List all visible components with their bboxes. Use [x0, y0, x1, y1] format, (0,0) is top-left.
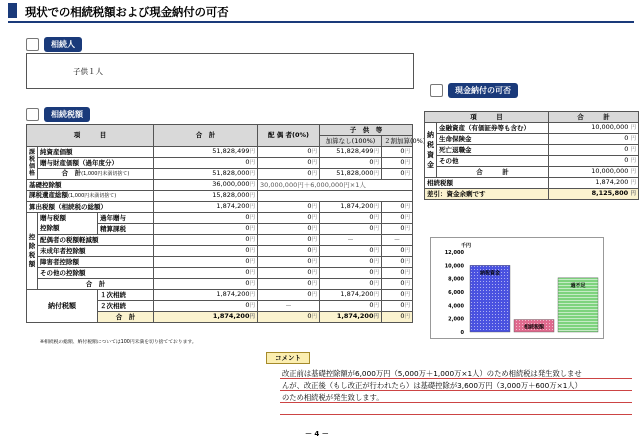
cash-col-header-item: 項 目 — [425, 112, 549, 123]
cell-child1 — [320, 147, 382, 158]
empty-cell — [258, 191, 413, 202]
cell-child2 — [382, 290, 413, 301]
chart-ytick-label: 0 — [460, 330, 464, 336]
cell-child1: － — [320, 235, 382, 246]
yen-unit: 円 — [311, 237, 317, 243]
yen-unit: 円 — [249, 182, 255, 188]
yen-unit: 円 — [630, 191, 636, 197]
title-underline — [8, 21, 634, 23]
page-number: － 4 － — [305, 430, 329, 438]
value: 0 — [400, 158, 405, 166]
tax-table — [26, 124, 426, 323]
value: 51,828,000 — [336, 169, 374, 177]
yen-unit: 円 — [404, 204, 410, 210]
yen-unit: 円 — [373, 314, 379, 320]
chart-ytick-label: 4,000 — [448, 303, 464, 310]
cell-child2 — [382, 147, 413, 158]
value: 0 — [400, 290, 405, 298]
yen-unit: 円 — [404, 270, 410, 276]
yen-unit: 円 — [373, 248, 379, 254]
group-label-kojo: 控除税額 — [27, 213, 38, 290]
comment-rule-4 — [280, 414, 632, 415]
cash-row-value — [549, 156, 639, 167]
yen-unit: 円 — [249, 226, 255, 232]
value: 0 — [245, 158, 250, 166]
yen-unit: 円 — [404, 171, 410, 177]
yen-unit: 円 — [630, 158, 636, 164]
value: 10,000,000 — [591, 167, 629, 175]
cash-checkbox[interactable] — [430, 84, 443, 97]
page-title: 現状での相続税額および現金納付の可否 — [25, 5, 229, 19]
col-header-child-sub1: 加算なし(100%) — [320, 136, 382, 147]
chart-ytick-label: 8,000 — [448, 276, 464, 283]
comment-line-1: 改正前は基礎控除額が6,000万円（5,000万＋1,000万×1人）のため相続税は発生致しませ — [282, 369, 582, 378]
yen-unit: 円 — [373, 160, 379, 166]
value: 0 — [307, 257, 312, 265]
value: 0 — [307, 213, 312, 221]
cell-child1 — [320, 279, 382, 290]
value: 0 — [400, 257, 405, 265]
cell-child1 — [320, 224, 382, 235]
value: 0 — [369, 279, 374, 287]
value: 0 — [245, 268, 250, 276]
value: 0 — [400, 147, 405, 155]
note: (1,000円未満切捨て) — [68, 193, 117, 199]
yen-unit: 円 — [373, 204, 379, 210]
cell-total — [154, 191, 258, 202]
yen-unit: 円 — [311, 248, 317, 254]
yen-unit: 円 — [630, 180, 636, 186]
yen-unit: 円 — [311, 215, 317, 221]
cell-spouse — [258, 169, 320, 180]
value: 0 — [245, 213, 250, 221]
value: 0 — [624, 145, 629, 153]
value: 0 — [400, 279, 405, 287]
cell-child2 — [382, 246, 413, 257]
value: 51,828,499 — [336, 147, 374, 155]
yen-unit: 円 — [373, 226, 379, 232]
cell-spouse — [258, 257, 320, 268]
cell-total — [154, 268, 258, 279]
value: 0 — [400, 312, 405, 320]
row-label: 贈与税額 — [38, 213, 98, 224]
chart-bar-label: 相続税額 — [523, 324, 545, 331]
chart-ytick-label: 12,000 — [444, 250, 464, 256]
value: 0 — [400, 169, 405, 177]
cell-child2 — [382, 169, 413, 180]
yen-unit: 円 — [404, 281, 410, 287]
value: 0 — [307, 246, 312, 254]
value: 15,828,000 — [212, 191, 250, 199]
cell-total — [154, 246, 258, 257]
row-label — [38, 169, 154, 180]
rounding-note: ※相続税の総額、納付税額については100円未満を切り捨てております。 — [40, 340, 197, 345]
basic-deduction-formula: 30,000,000円＋6,000,000円×1人 — [258, 180, 413, 191]
cash-row-value — [549, 123, 639, 134]
yen-unit: 円 — [404, 215, 410, 221]
yen-unit: 円 — [249, 248, 255, 254]
cell-spouse — [258, 202, 320, 213]
value: 0 — [400, 301, 405, 309]
note: (1,000円未満切捨て) — [81, 171, 130, 177]
cash-sum-label: 合 計 — [437, 167, 549, 178]
comment-label: コメント — [266, 352, 310, 364]
yen-unit: 円 — [373, 259, 379, 265]
cell-child2 — [382, 301, 413, 312]
comment-rule-2 — [280, 390, 632, 391]
value: 36,000,000 — [212, 180, 250, 188]
row-label: 配偶者の税額軽減額 — [38, 235, 154, 246]
yen-unit: 円 — [249, 215, 255, 221]
value: 0 — [307, 290, 312, 298]
yen-unit: 円 — [404, 314, 410, 320]
comment-line-3: のため相続税が発生致します。 — [282, 393, 384, 402]
cash-col-header-total: 合 計 — [549, 112, 639, 123]
value: 0 — [245, 235, 250, 243]
cell-child2 — [382, 158, 413, 169]
col-header-item: 項 目 — [27, 125, 154, 147]
value: 0 — [307, 158, 312, 166]
cell-child2 — [382, 257, 413, 268]
value: 1,874,200 — [340, 290, 374, 298]
yen-unit: 円 — [373, 292, 379, 298]
label: 合 計 — [61, 169, 82, 177]
yen-unit: 円 — [311, 149, 317, 155]
cell-child2: － — [382, 235, 413, 246]
value: 0 — [307, 312, 312, 320]
value: 0 — [400, 202, 405, 210]
cell-child1 — [320, 202, 382, 213]
value: 51,828,499 — [212, 147, 250, 155]
value: 1,874,200 — [216, 290, 250, 298]
cash-group-label: 納税資金 — [425, 123, 437, 178]
row-label: １次相続 — [98, 290, 154, 301]
yen-unit: 円 — [373, 281, 379, 287]
cell-spouse — [258, 235, 320, 246]
cash-row-value — [549, 145, 639, 156]
cash-chart-frame — [430, 237, 604, 339]
yen-unit: 円 — [311, 160, 317, 166]
group-label-nofu: 納付税額 — [27, 290, 98, 323]
yen-unit: 円 — [311, 270, 317, 276]
value: 0 — [307, 279, 312, 287]
value: 0 — [307, 224, 312, 232]
cell-spouse: － — [258, 301, 320, 312]
value: 0 — [624, 156, 629, 164]
value: 1,874,200 — [216, 202, 250, 210]
row-label: 未成年者控除額 — [38, 246, 154, 257]
tax-checkbox[interactable] — [26, 108, 39, 121]
cell-spouse — [258, 290, 320, 301]
yen-unit: 円 — [373, 215, 379, 221]
value: 8,125,800 — [591, 189, 629, 197]
comment-line-2: んが、改正後（もし改正が行われたら）は基礎控除が3,600万円（3,000万＋600万×1人） — [282, 381, 582, 390]
cell-spouse — [258, 224, 320, 235]
value: 0 — [307, 235, 312, 243]
yen-unit: 円 — [249, 193, 255, 199]
col-header-child-sub2: ２割加算(0%) — [382, 136, 413, 147]
group-label-kazei: 課税価格 — [27, 147, 38, 180]
cell-child1 — [320, 290, 382, 301]
cell-spouse — [258, 312, 320, 323]
value: 0 — [307, 268, 312, 276]
cell-child2 — [382, 279, 413, 290]
cell-total — [154, 290, 258, 301]
heir-section-label: 相続人 — [44, 37, 82, 52]
yen-unit: 円 — [311, 226, 317, 232]
yen-unit: 円 — [373, 270, 379, 276]
value: 0 — [400, 268, 405, 276]
cash-row-label: 死亡退職金 — [437, 145, 549, 156]
yen-unit: 円 — [373, 149, 379, 155]
chart-bar-label: 過不足 — [570, 282, 586, 289]
yen-unit: 円 — [404, 226, 410, 232]
yen-unit: 円 — [249, 237, 255, 243]
cell-child2 — [382, 224, 413, 235]
cell-spouse — [258, 147, 320, 158]
value: 0 — [369, 158, 374, 166]
col-header-spouse: 配 偶 者(0%) — [258, 125, 320, 147]
yen-unit: 円 — [404, 303, 410, 309]
cell-total — [154, 279, 258, 290]
cell-spouse — [258, 268, 320, 279]
cell-total — [154, 169, 258, 180]
cash-row-label: 金融資産（有価証券等も含む） — [437, 123, 549, 134]
yen-unit: 円 — [311, 259, 317, 265]
row-label — [27, 191, 154, 202]
yen-unit: 円 — [373, 171, 379, 177]
row-sublabel: 精算課税 — [98, 224, 154, 235]
row-label: ２次相続 — [98, 301, 154, 312]
yen-unit: 円 — [630, 169, 636, 175]
cell-child1 — [320, 268, 382, 279]
cell-child1 — [320, 213, 382, 224]
yen-unit: 円 — [249, 204, 255, 210]
cell-child1 — [320, 301, 382, 312]
cash-sum-value — [549, 167, 639, 178]
value: 0 — [307, 202, 312, 210]
cell-total — [154, 301, 258, 312]
yen-unit: 円 — [311, 171, 317, 177]
yen-unit: 円 — [249, 171, 255, 177]
cell-total — [154, 147, 258, 158]
cell-child2 — [382, 268, 413, 279]
tax-section-label: 相続税額 — [44, 107, 90, 122]
col-header-total: 合 計 — [154, 125, 258, 147]
row-label: 障害者控除額 — [38, 257, 154, 268]
value: 0 — [369, 224, 374, 232]
cell-spouse — [258, 213, 320, 224]
row-label: 純資産価額 — [38, 147, 154, 158]
value: 0 — [400, 246, 405, 254]
heir-checkbox[interactable] — [26, 38, 39, 51]
yen-unit: 円 — [630, 136, 636, 142]
comment-rule-1 — [280, 378, 632, 379]
cell-total — [154, 235, 258, 246]
cell-child2 — [382, 202, 413, 213]
value: 0 — [245, 279, 250, 287]
yen-unit: 円 — [404, 259, 410, 265]
heir-value: 子供１人 — [73, 67, 103, 76]
yen-unit: 円 — [249, 160, 255, 166]
value: 0 — [369, 257, 374, 265]
cell-total — [154, 180, 258, 191]
cell-total — [154, 202, 258, 213]
value: 0 — [400, 213, 405, 221]
value: 0 — [245, 246, 250, 254]
yen-unit: 円 — [311, 292, 317, 298]
cash-row-value — [549, 134, 639, 145]
row-label: その他の控除額 — [38, 268, 154, 279]
cell-child1 — [320, 169, 382, 180]
value: 1,874,200 — [336, 312, 374, 320]
value: 0 — [245, 224, 250, 232]
cell-child2 — [382, 213, 413, 224]
cell-child2 — [382, 312, 413, 323]
comment-rule-3 — [280, 402, 632, 403]
yen-unit: 円 — [249, 281, 255, 287]
cell-total — [154, 312, 258, 323]
cell-child1 — [320, 246, 382, 257]
row-label: 合 計 — [38, 279, 154, 290]
value: 1,874,200 — [595, 178, 629, 186]
cell-total — [154, 158, 258, 169]
yen-unit: 円 — [404, 292, 410, 298]
cell-spouse — [258, 246, 320, 257]
yen-unit: 円 — [311, 314, 317, 320]
cell-spouse — [258, 158, 320, 169]
cash-section-label: 現金納付の可否 — [448, 83, 518, 98]
value: 51,828,000 — [212, 169, 250, 177]
chart-bar-label: 納税資金 — [479, 270, 501, 277]
row-label: 算出税額（相続税の総額） — [27, 202, 154, 213]
yen-unit: 円 — [311, 281, 317, 287]
label: 課税遺産総額 — [29, 191, 68, 199]
chart-ytick-label: 10,000 — [444, 263, 464, 270]
yen-unit: 円 — [249, 303, 255, 309]
cash-chart — [431, 238, 603, 338]
value: 0 — [400, 224, 405, 232]
yen-unit: 円 — [249, 149, 255, 155]
chart-ytick-label: 6,000 — [448, 290, 464, 296]
cash-tax-label: 相続税額 — [425, 178, 549, 189]
yen-unit: 円 — [404, 248, 410, 254]
yen-unit: 円 — [404, 149, 410, 155]
value: 1,874,200 — [340, 202, 374, 210]
cash-row-label: 生命保険金 — [437, 134, 549, 145]
cash-row-label: その他 — [437, 156, 549, 167]
yen-unit: 円 — [373, 303, 379, 309]
value: 1,874,200 — [212, 312, 250, 320]
cell-spouse — [258, 279, 320, 290]
value: 0 — [307, 147, 312, 155]
yen-unit: 円 — [630, 147, 636, 153]
cell-total — [154, 213, 258, 224]
value: 0 — [369, 268, 374, 276]
cash-diff-label: 差引：資金余剰です — [425, 189, 549, 200]
yen-unit: 円 — [249, 314, 255, 320]
cell-total — [154, 224, 258, 235]
cell-child1 — [320, 158, 382, 169]
value: 0 — [245, 257, 250, 265]
value: 0 — [369, 301, 374, 309]
yen-unit: 円 — [404, 160, 410, 166]
row-label: 贈与財産価額（過年度分） — [38, 158, 154, 169]
heir-box — [26, 53, 414, 89]
value: 0 — [245, 301, 250, 309]
value: 10,000,000 — [591, 123, 629, 131]
row-sublabel: 過年贈与 — [98, 213, 154, 224]
yen-unit: 円 — [311, 204, 317, 210]
yen-unit: 円 — [249, 292, 255, 298]
yen-unit: 円 — [249, 270, 255, 276]
cell-child1 — [320, 257, 382, 268]
row-label: 合 計 — [98, 312, 154, 323]
row-label-2: 控除額 — [38, 224, 98, 235]
chart-ytick-label: 2,000 — [448, 316, 464, 323]
row-label: 基礎控除額 — [27, 180, 154, 191]
value: 0 — [369, 213, 374, 221]
cell-child1 — [320, 312, 382, 323]
value: 0 — [624, 134, 629, 142]
yen-unit: 円 — [630, 125, 636, 131]
cash-diff-value — [549, 189, 639, 200]
col-header-child: 子 供 等 — [320, 125, 413, 136]
cash-table — [424, 111, 639, 200]
cell-total — [154, 257, 258, 268]
cash-tax-value — [549, 178, 639, 189]
chart-unit-label: 千円 — [461, 243, 472, 249]
value: 0 — [307, 169, 312, 177]
value: 0 — [369, 246, 374, 254]
yen-unit: 円 — [249, 259, 255, 265]
title-accent-bar — [8, 3, 17, 18]
